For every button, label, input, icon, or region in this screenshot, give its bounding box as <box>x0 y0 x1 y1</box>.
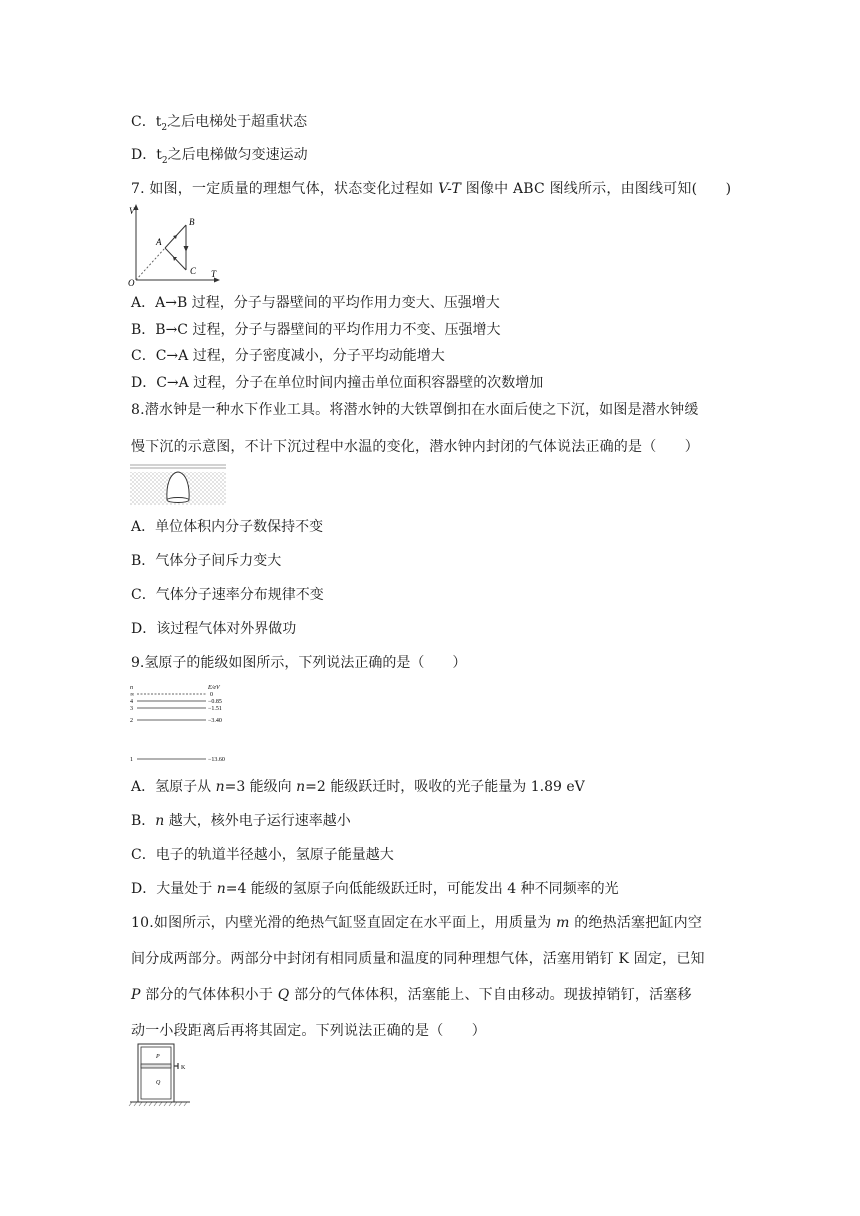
q7-axis-t-label: T <box>211 269 217 279</box>
q9-option-c: C．电子的轨道半径越小，氢原子能量越大 <box>131 847 394 863</box>
q10-stem-line1: 10.如图所示，内壁光滑的绝热气缸竖直固定在水平面上，用质量为 m 的绝热活塞把缸内空 <box>131 915 703 931</box>
q8-stem-line1: 8.潜水钟是一种水下作业工具。将潜水钟的大铁罩倒扣在水面后使之下沉，如图是潜水钟缓 <box>131 402 699 418</box>
q9-level-e: 0 <box>210 692 213 698</box>
q7-option-a: A．A→B 过程，分子与器壁间的平均作用力变大、压强增大 <box>131 295 500 311</box>
q10-stem-line2: 间分成两部分。两部分中封闭有相同质量和温度的同种理想气体，活塞用销钉 K 固定，已知 <box>131 951 705 967</box>
q7-option-b: B．B→C 过程，分子与器壁间的平均作用力不变、压强增大 <box>131 322 501 338</box>
q9-stem: 9.氢原子的能级如图所示，下列说法正确的是（ ） <box>131 655 467 671</box>
q9-level-e: −1.51 <box>208 706 222 712</box>
q10-stem-line3: P 部分的气体体积小于 Q 部分的气体体积，活塞能上、下自由移动。现拔掉销钉，活塞移 <box>131 987 692 1003</box>
q10-label-k: K <box>181 1065 186 1071</box>
q7-option-d: D．C→A 过程，分子在单位时间内撞击单位面积容器壁的次数增加 <box>131 375 544 391</box>
q9-level-n: 1 <box>130 757 133 763</box>
q9-level-e: −13.60 <box>208 757 225 763</box>
q9-option-b: B．n 越大，核外电子运行速率越小 <box>131 813 351 829</box>
q10-label-p: P <box>156 1054 160 1060</box>
q9-level-n: 4 <box>130 699 133 705</box>
q7-stem: 7. 如图，一定质量的理想气体，状态变化过程如 V-T 图像中 ABC 图线所示，由图线可知( ) <box>131 181 732 197</box>
q9-level-e: −3.40 <box>208 718 222 724</box>
q9-level-n: ∞ <box>130 692 135 698</box>
q9-option-a: A．氢原子从 n=3 能级向 n=2 能级跃迁时，吸收的光子能量为 1.89 eV <box>131 779 585 795</box>
q10-cylinder-figure <box>128 1038 194 1108</box>
q6-option-c: C．$t_2$之后电梯处于超重状态 <box>131 114 308 133</box>
q8-stem-line2: 慢下沉的示意图，不计下沉过程中水温的变化，潜水钟内封闭的气体说法正确的是（ ） <box>131 439 699 455</box>
q7-point-c: C <box>190 266 197 276</box>
q8-option-c: C．气体分子速率分布规律不变 <box>131 587 324 603</box>
q9-level-n: 2 <box>130 718 133 724</box>
q8-option-d: D．该过程气体对外界做功 <box>131 621 297 637</box>
q8-diving-bell-figure <box>130 463 226 509</box>
q7-origin-label: O <box>128 278 135 286</box>
q8-option-b: B．气体分子间斥力变大 <box>131 553 282 569</box>
q7-axis-v-label: V <box>129 206 135 216</box>
q9-level-e: −0.85 <box>208 699 222 705</box>
q9-level-n: 3 <box>130 706 133 712</box>
q7-point-a: A <box>156 237 162 247</box>
q9-col-e-label: E/eV <box>208 685 220 691</box>
q6-option-d: D．$t_2$之后电梯做匀变速运动 <box>131 147 308 166</box>
q7-option-c: C．C→A 过程，分子密度减小，分子平均动能增大 <box>131 348 445 364</box>
q10-stem-line4: 动一小段距离后再将其固定。下列说法正确的是（ ） <box>131 1023 486 1039</box>
q10-label-q: Q <box>156 1080 161 1086</box>
q9-col-n-label: n <box>130 685 133 691</box>
q8-option-a: A．单位体积内分子数保持不变 <box>131 519 324 535</box>
q7-vt-graph <box>128 200 224 286</box>
q9-option-d: D．大量处于 n=4 能级的氢原子向低能级跃迁时，可能发出 4 种不同频率的光 <box>131 881 619 897</box>
q9-energy-level-diagram <box>128 682 240 764</box>
q7-point-b: B <box>189 217 195 227</box>
